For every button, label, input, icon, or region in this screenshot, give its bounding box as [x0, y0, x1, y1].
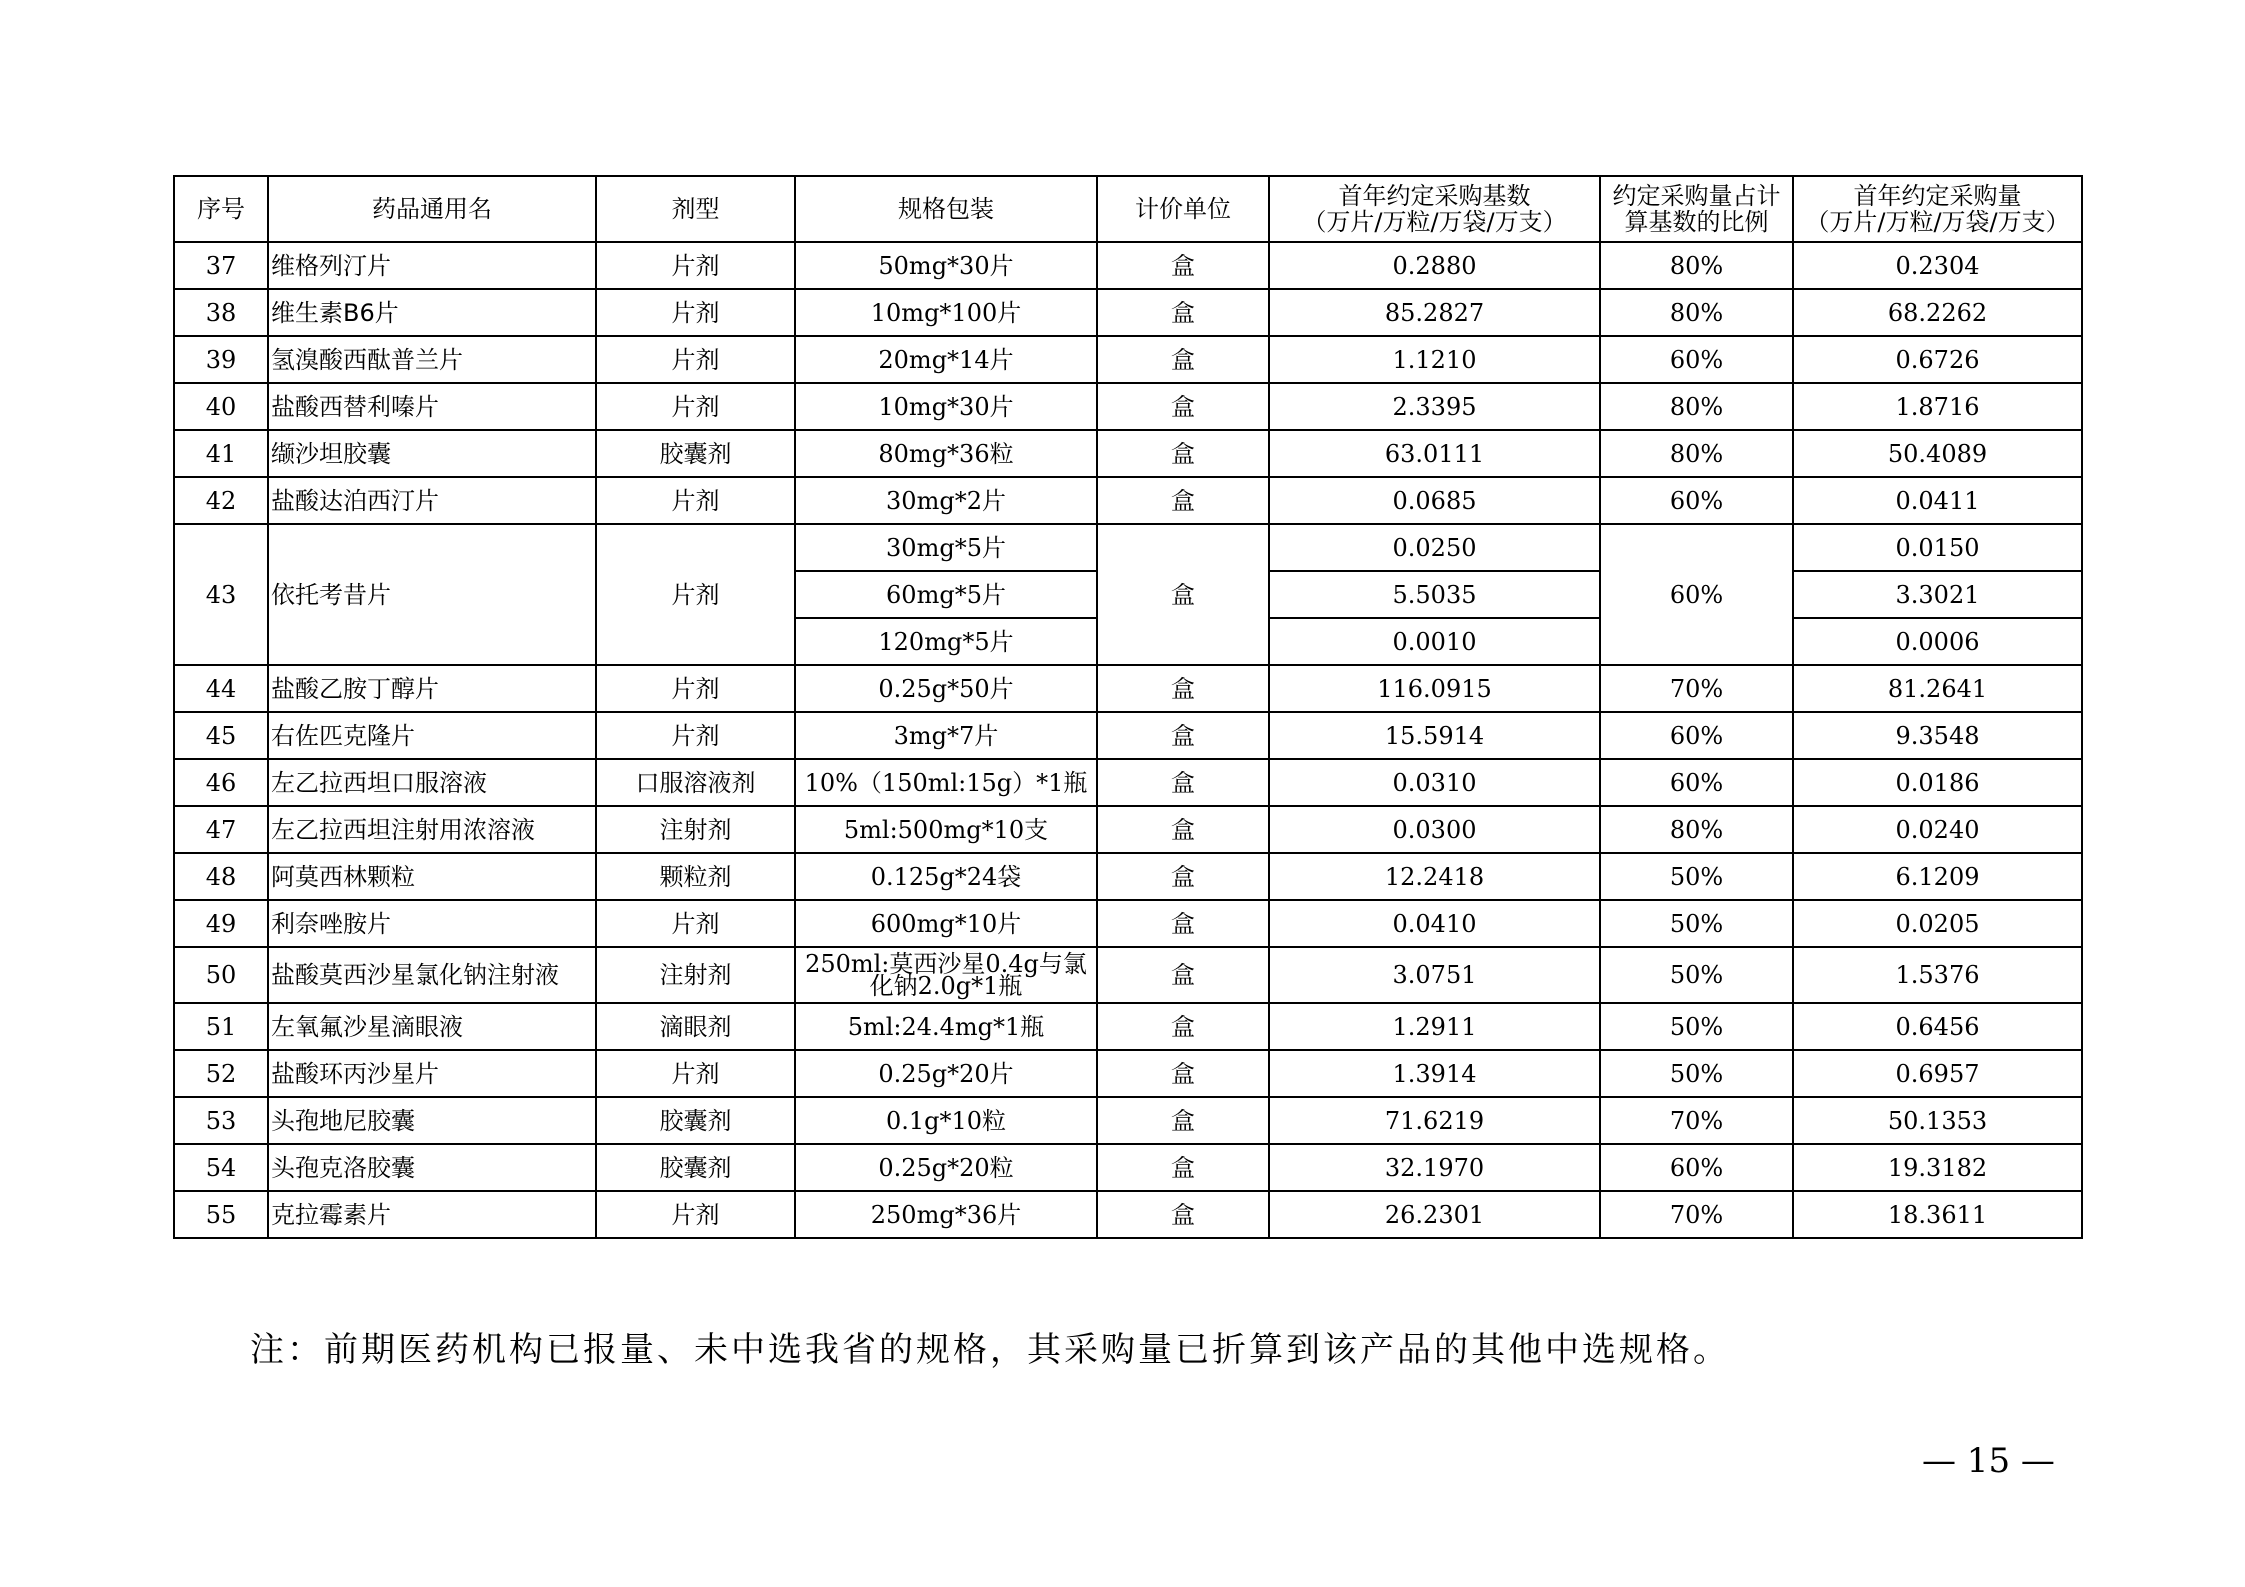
- table-cell: 71.6219: [1269, 1097, 1600, 1144]
- table-cell: 盒: [1097, 1097, 1269, 1144]
- table-cell: 49: [174, 900, 268, 947]
- table-cell: 注射剂: [596, 947, 795, 1003]
- table-cell: 0.0186: [1793, 759, 2082, 806]
- table-cell: 0.0410: [1269, 900, 1600, 947]
- procurement-table: [173, 175, 2083, 1239]
- table-cell: 9.3548: [1793, 712, 2082, 759]
- table-cell: 0.2304: [1793, 242, 2082, 289]
- table-cell: 0.0250: [1269, 524, 1600, 571]
- header-cell: 计价单位: [1097, 176, 1269, 242]
- table-cell: 盐酸达泊西汀片: [268, 477, 596, 524]
- table-row: [174, 1003, 2082, 1050]
- table-cell: 维生素B6片: [268, 289, 596, 336]
- footnote: 注：前期医药机构已报量、未中选我省的规格，其采购量已折算到该产品的其他中选规格。: [250, 1330, 1730, 1370]
- table-header-row: [174, 176, 2082, 242]
- table-cell: 80%: [1600, 242, 1793, 289]
- table-cell: 片剂: [596, 1050, 795, 1097]
- table-cell: 阿莫西林颗粒: [268, 853, 596, 900]
- table-row: [174, 524, 2082, 571]
- table-cell: 右佐匹克隆片: [268, 712, 596, 759]
- table-cell: 盒: [1097, 1191, 1269, 1238]
- header-cell: 剂型: [596, 176, 795, 242]
- table-cell: 600mg*10片: [795, 900, 1097, 947]
- table-cell: 18.3611: [1793, 1191, 2082, 1238]
- table-cell: 46: [174, 759, 268, 806]
- table-cell: 81.2641: [1793, 665, 2082, 712]
- table-cell: 45: [174, 712, 268, 759]
- header-cell: 序号: [174, 176, 268, 242]
- table-cell: 80%: [1600, 383, 1793, 430]
- table-cell: 80%: [1600, 806, 1793, 853]
- table-cell: 0.0150: [1793, 524, 2082, 571]
- table-cell: 片剂: [596, 1191, 795, 1238]
- table-cell: 5.5035: [1269, 571, 1600, 618]
- table-cell: 盒: [1097, 524, 1269, 665]
- table-cell: 47: [174, 806, 268, 853]
- table-cell: 5ml:500mg*10支: [795, 806, 1097, 853]
- table-cell: 左氧氟沙星滴眼液: [268, 1003, 596, 1050]
- header-cell: 药品通用名: [268, 176, 596, 242]
- table-cell: 1.3914: [1269, 1050, 1600, 1097]
- table-cell: 左乙拉西坦注射用浓溶液: [268, 806, 596, 853]
- table-cell: 维格列汀片: [268, 242, 596, 289]
- table-cell: 41: [174, 430, 268, 477]
- table-cell: 0.25g*20片: [795, 1050, 1097, 1097]
- table-cell: 43: [174, 524, 268, 665]
- table-row: [174, 383, 2082, 430]
- table-cell: 盒: [1097, 806, 1269, 853]
- table-cell: 5ml:24.4mg*1瓶: [795, 1003, 1097, 1050]
- table-row: [174, 1191, 2082, 1238]
- table-cell: 盒: [1097, 477, 1269, 524]
- table-cell: 盒: [1097, 900, 1269, 947]
- table-cell: 盐酸莫西沙星氯化钠注射液: [268, 947, 596, 1003]
- table-cell: 38: [174, 289, 268, 336]
- table-cell: 盒: [1097, 947, 1269, 1003]
- table-cell: 盒: [1097, 712, 1269, 759]
- table-row: [174, 665, 2082, 712]
- table-cell: 60%: [1600, 524, 1793, 665]
- table-cell: 盒: [1097, 336, 1269, 383]
- table-cell: 注射剂: [596, 806, 795, 853]
- table-cell: 克拉霉素片: [268, 1191, 596, 1238]
- table-cell: 盐酸乙胺丁醇片: [268, 665, 596, 712]
- table-cell: 左乙拉西坦口服溶液: [268, 759, 596, 806]
- table-cell: 口服溶液剂: [596, 759, 795, 806]
- table-cell: 0.6726: [1793, 336, 2082, 383]
- table-row: [174, 336, 2082, 383]
- table-cell: 60%: [1600, 1144, 1793, 1191]
- table-cell: 50%: [1600, 900, 1793, 947]
- table-cell: 63.0111: [1269, 430, 1600, 477]
- table-cell: 116.0915: [1269, 665, 1600, 712]
- table-cell: 37: [174, 242, 268, 289]
- table-cell: 依托考昔片: [268, 524, 596, 665]
- table-cell: 60%: [1600, 477, 1793, 524]
- table-row: [174, 712, 2082, 759]
- table-cell: 1.8716: [1793, 383, 2082, 430]
- table-cell: 2.3395: [1269, 383, 1600, 430]
- table-cell: 15.5914: [1269, 712, 1600, 759]
- table-cell: 1.5376: [1793, 947, 2082, 1003]
- table-cell: 3.0751: [1269, 947, 1600, 1003]
- table-cell: 盒: [1097, 853, 1269, 900]
- table-cell: 滴眼剂: [596, 1003, 795, 1050]
- table-cell: 0.0240: [1793, 806, 2082, 853]
- table-cell: 0.1g*10粒: [795, 1097, 1097, 1144]
- table-cell: 片剂: [596, 336, 795, 383]
- table-cell: 头孢地尼胶囊: [268, 1097, 596, 1144]
- table-cell: 片剂: [596, 477, 795, 524]
- table-cell: 利奈唑胺片: [268, 900, 596, 947]
- table-cell: 0.125g*24袋: [795, 853, 1097, 900]
- table-cell: 85.2827: [1269, 289, 1600, 336]
- table-cell: 10mg*100片: [795, 289, 1097, 336]
- table-cell: 50%: [1600, 1003, 1793, 1050]
- table-cell: 氢溴酸西酞普兰片: [268, 336, 596, 383]
- table-cell: 盒: [1097, 1144, 1269, 1191]
- table-row: [174, 759, 2082, 806]
- table-cell: 30mg*5片: [795, 524, 1097, 571]
- table-cell: 3.3021: [1793, 571, 2082, 618]
- table-cell: 50: [174, 947, 268, 1003]
- table-row: [174, 947, 2082, 1003]
- table-cell: 片剂: [596, 383, 795, 430]
- table-cell: 0.6456: [1793, 1003, 2082, 1050]
- table-cell: 50.4089: [1793, 430, 2082, 477]
- table-cell: 20mg*14片: [795, 336, 1097, 383]
- table-cell: 60%: [1600, 759, 1793, 806]
- table-cell: 1.1210: [1269, 336, 1600, 383]
- table-row: [174, 806, 2082, 853]
- table-cell: 盒: [1097, 759, 1269, 806]
- table-cell: 缬沙坦胶囊: [268, 430, 596, 477]
- table-cell: 0.2880: [1269, 242, 1600, 289]
- table-row: [174, 477, 2082, 524]
- table-cell: 12.2418: [1269, 853, 1600, 900]
- table-cell: 32.1970: [1269, 1144, 1600, 1191]
- table-cell: 80mg*36粒: [795, 430, 1097, 477]
- table-row: [174, 1097, 2082, 1144]
- table-cell: 0.0205: [1793, 900, 2082, 947]
- table-cell: 胶囊剂: [596, 1144, 795, 1191]
- table-row: [174, 853, 2082, 900]
- table-cell: 250mg*36片: [795, 1191, 1097, 1238]
- header-cell: 首年约定采购基数 （万片/万粒/万袋/万支）: [1269, 176, 1600, 242]
- table-cell: 52: [174, 1050, 268, 1097]
- table-row: [174, 1144, 2082, 1191]
- table-cell: 0.0411: [1793, 477, 2082, 524]
- table-cell: 0.6957: [1793, 1050, 2082, 1097]
- table-cell: 50%: [1600, 1050, 1793, 1097]
- table-cell: 70%: [1600, 665, 1793, 712]
- table-cell: 70%: [1600, 1097, 1793, 1144]
- table-cell: 80%: [1600, 430, 1793, 477]
- table-cell: 120mg*5片: [795, 618, 1097, 665]
- table-cell: 0.0310: [1269, 759, 1600, 806]
- table-cell: 0.0300: [1269, 806, 1600, 853]
- table-cell: 60%: [1600, 336, 1793, 383]
- table-cell: 0.0010: [1269, 618, 1600, 665]
- table-row: [174, 289, 2082, 336]
- table-cell: 50%: [1600, 947, 1793, 1003]
- table-cell: 片剂: [596, 900, 795, 947]
- table-cell: 50mg*30片: [795, 242, 1097, 289]
- table-cell: 颗粒剂: [596, 853, 795, 900]
- table-row: [174, 900, 2082, 947]
- table-cell: 10%（150ml:15g）*1瓶: [795, 759, 1097, 806]
- table-cell: 盒: [1097, 665, 1269, 712]
- table-cell: 51: [174, 1003, 268, 1050]
- table-cell: 44: [174, 665, 268, 712]
- table-cell: 19.3182: [1793, 1144, 2082, 1191]
- table-cell: 68.2262: [1793, 289, 2082, 336]
- table-cell: 胶囊剂: [596, 430, 795, 477]
- table-cell: 0.0685: [1269, 477, 1600, 524]
- table-cell: 42: [174, 477, 268, 524]
- table-cell: 0.0006: [1793, 618, 2082, 665]
- table-body: [174, 242, 2082, 1238]
- header-cell: 首年约定采购量 （万片/万粒/万袋/万支）: [1793, 176, 2082, 242]
- table-cell: 头孢克洛胶囊: [268, 1144, 596, 1191]
- table-cell: 片剂: [596, 524, 795, 665]
- table-cell: 6.1209: [1793, 853, 2082, 900]
- table-cell: 0.25g*20粒: [795, 1144, 1097, 1191]
- table-cell: 盒: [1097, 430, 1269, 477]
- table-cell: 48: [174, 853, 268, 900]
- table-cell: 30mg*2片: [795, 477, 1097, 524]
- header-cell: 规格包装: [795, 176, 1097, 242]
- table-cell: 80%: [1600, 289, 1793, 336]
- table-cell: 1.2911: [1269, 1003, 1600, 1050]
- table-cell: 盒: [1097, 242, 1269, 289]
- table-cell: 盒: [1097, 1003, 1269, 1050]
- table-cell: 53: [174, 1097, 268, 1144]
- table-cell: 54: [174, 1144, 268, 1191]
- table-cell: 50%: [1600, 853, 1793, 900]
- table-cell: 盒: [1097, 289, 1269, 336]
- table-cell: 26.2301: [1269, 1191, 1600, 1238]
- table-cell: 39: [174, 336, 268, 383]
- table-cell: 50.1353: [1793, 1097, 2082, 1144]
- table-cell: 10mg*30片: [795, 383, 1097, 430]
- table-cell: 40: [174, 383, 268, 430]
- table-row: [174, 1050, 2082, 1097]
- table-cell: 60mg*5片: [795, 571, 1097, 618]
- table-cell: 55: [174, 1191, 268, 1238]
- table-cell: 片剂: [596, 242, 795, 289]
- table-row: [174, 430, 2082, 477]
- table-cell: 盒: [1097, 1050, 1269, 1097]
- table-cell: 盐酸环丙沙星片: [268, 1050, 596, 1097]
- header-cell: 约定采购量占计 算基数的比例: [1600, 176, 1793, 242]
- page-number: — 15 —: [1922, 1441, 2055, 1481]
- table-cell: 0.25g*50片: [795, 665, 1097, 712]
- table-row: [174, 242, 2082, 289]
- table-cell: 70%: [1600, 1191, 1793, 1238]
- table-cell: 盐酸西替利嗪片: [268, 383, 596, 430]
- table-cell: 250ml:莫西沙星0.4g与氯 化钠2.0g*1瓶: [795, 947, 1097, 1003]
- table-cell: 片剂: [596, 712, 795, 759]
- table-cell: 胶囊剂: [596, 1097, 795, 1144]
- table-cell: 片剂: [596, 665, 795, 712]
- table-cell: 盒: [1097, 383, 1269, 430]
- table-cell: 3mg*7片: [795, 712, 1097, 759]
- table-cell: 片剂: [596, 289, 795, 336]
- table-cell: 60%: [1600, 712, 1793, 759]
